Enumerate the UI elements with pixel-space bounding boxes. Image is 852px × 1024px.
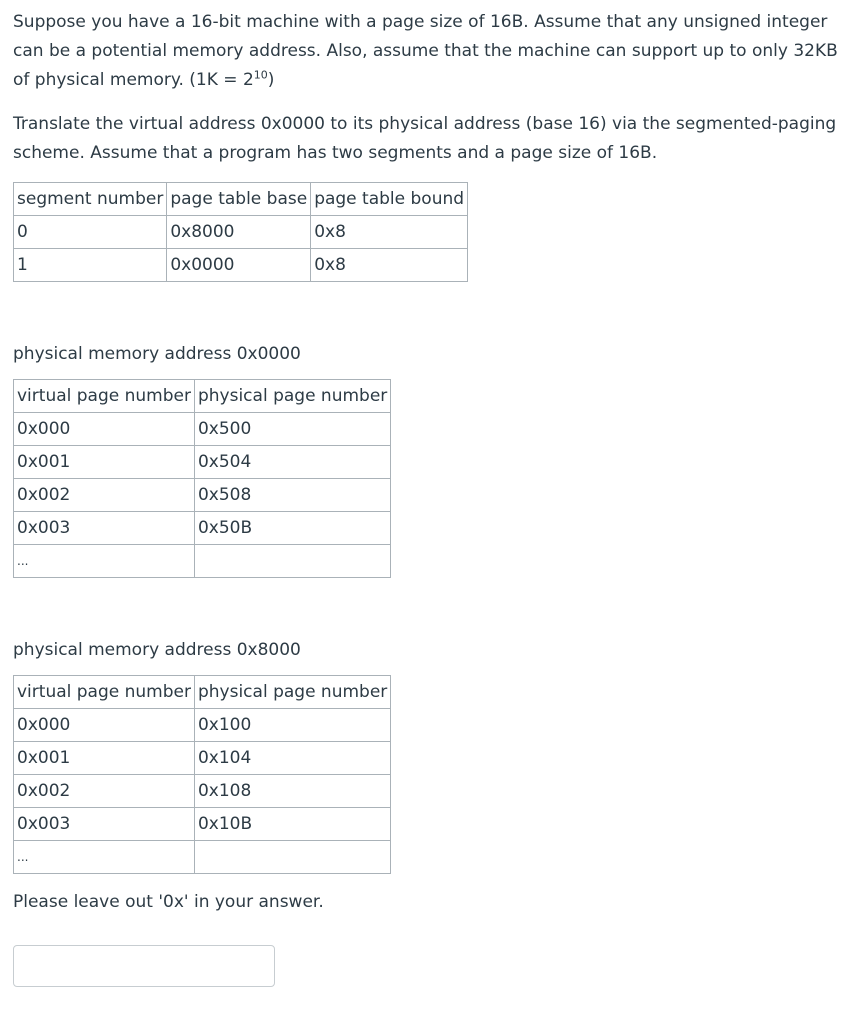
- table-cell: 0x002: [14, 775, 195, 808]
- intro-close: ): [267, 70, 275, 90]
- segment-table: [13, 182, 468, 282]
- page-table-label: physical memory address 0x8000: [13, 640, 301, 660]
- table-header-cell: virtual page number: [14, 380, 195, 413]
- table-cell: 0x504: [194, 446, 390, 479]
- table-header-cell: page table base: [167, 183, 311, 216]
- page-table-label: physical memory address 0x0000: [13, 344, 301, 364]
- table-row: [14, 709, 391, 742]
- table-row: [14, 775, 391, 808]
- table-cell: 0x001: [14, 742, 195, 775]
- table-cell: 0x100: [194, 709, 390, 742]
- page-table-0x8000: [13, 675, 391, 874]
- table-cell: 0x8: [311, 249, 468, 282]
- table-cell: [194, 545, 390, 578]
- table-header-cell: physical page number: [194, 676, 390, 709]
- table-row: [14, 742, 391, 775]
- table-row: [14, 545, 391, 578]
- table-cell: 0x104: [194, 742, 390, 775]
- table-cell: 0x10B: [194, 808, 390, 841]
- table-cell: 0x8000: [167, 216, 311, 249]
- answer-input[interactable]: [13, 945, 275, 987]
- question-task: Translate the virtual address 0x0000 to its physical address (base 16) via the segmented-paging scheme. Assume that a program has two segments and a page size of 16B.: [13, 114, 837, 163]
- question-intro: [13, 8, 839, 95]
- table-cell: 0x001: [14, 446, 195, 479]
- table-cell: 0x000: [14, 413, 195, 446]
- table-row: [14, 413, 391, 446]
- table-row: [14, 808, 391, 841]
- table-row: [14, 479, 391, 512]
- question-container: [13, 8, 839, 987]
- table-cell: 0x508: [194, 479, 390, 512]
- table-cell: 0x002: [14, 479, 195, 512]
- table-row: [14, 841, 391, 874]
- answer-note: Please leave out '0x' in your answer.: [13, 892, 324, 912]
- table-cell: 0x500: [194, 413, 390, 446]
- table-row: [14, 216, 468, 249]
- table-cell: [194, 841, 390, 874]
- table-header-row: [14, 380, 391, 413]
- table-header-row: [14, 183, 468, 216]
- table-header-cell: page table bound: [311, 183, 468, 216]
- table-cell: 0x000: [14, 709, 195, 742]
- table-cell: ...: [14, 841, 195, 874]
- table-row: [14, 446, 391, 479]
- table-header-cell: virtual page number: [14, 676, 195, 709]
- table-cell: 0x003: [14, 808, 195, 841]
- table-cell: 1: [14, 249, 167, 282]
- table-header-row: [14, 676, 391, 709]
- table-cell: 0x108: [194, 775, 390, 808]
- page-table-0x0000: [13, 379, 391, 578]
- table-header-cell: segment number: [14, 183, 167, 216]
- table-row: [14, 512, 391, 545]
- table-cell: 0x50B: [194, 512, 390, 545]
- table-cell: 0x8: [311, 216, 468, 249]
- table-header-cell: physical page number: [194, 380, 390, 413]
- intro-exponent: 10: [253, 68, 268, 82]
- table-cell: ...: [14, 545, 195, 578]
- intro-text: Suppose you have a 16-bit machine with a page size of 16B. Assume that any unsigned integer can be a potential memory address. Also, assume that the machine can support up to only 32KB of physical memory. (1K = 2: [13, 12, 838, 90]
- table-cell: 0: [14, 216, 167, 249]
- table-cell: 0x0000: [167, 249, 311, 282]
- table-row: [14, 249, 468, 282]
- table-cell: 0x003: [14, 512, 195, 545]
